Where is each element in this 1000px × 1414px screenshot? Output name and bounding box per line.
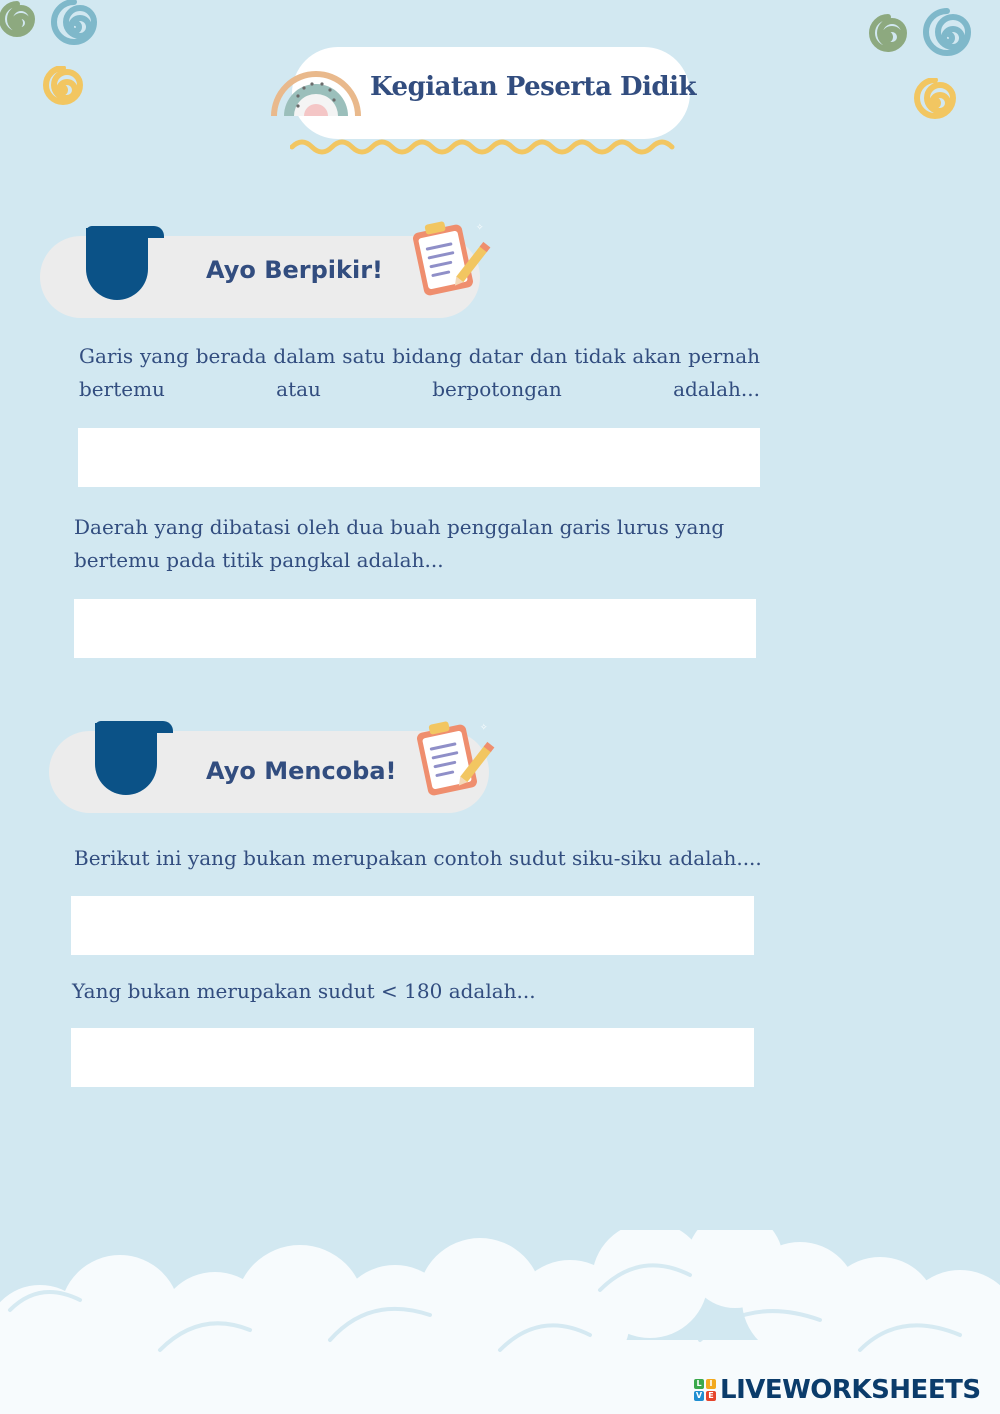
swirl-yellow-top-left-icon [36, 66, 88, 114]
swirl-blue-top-right-icon [916, 6, 980, 70]
liveworksheets-logo[interactable] [694, 1374, 981, 1406]
question-4-text: Yang bukan merupakan sudut < 180 adalah... [72, 979, 536, 1003]
banner-tab-fold [95, 721, 173, 733]
answer-2-input[interactable] [74, 599, 756, 658]
page-title: Kegiatan Peserta Didik [370, 72, 696, 102]
rainbow-icon [268, 40, 364, 120]
banner-tab-marker [86, 228, 148, 300]
swirl-yellow-top-right-icon [906, 78, 964, 128]
wavy-underline-icon [290, 135, 682, 159]
section-title-mencoba: Ayo Mencoba! [206, 757, 397, 785]
answer-4-input[interactable] [71, 1028, 754, 1087]
answer-1-input[interactable] [78, 428, 760, 487]
clipboard-pencil-icon [410, 218, 492, 300]
answer-3-input[interactable] [71, 896, 754, 955]
brand-name: LIVEWORKSHEETS [720, 1375, 981, 1405]
question-1-text: Garis yang berada dalam satu bidang datar dan tidak akan pernah bertemu atau berpotongan adalah... [79, 344, 760, 401]
svg-text:✧: ✧ [476, 223, 484, 233]
section-title-berpikir: Ayo Berpikir! [206, 256, 383, 284]
clipboard-pencil-icon [414, 718, 496, 800]
swirl-green-top-left-icon [0, 0, 40, 46]
question-2-text: Daerah yang dibatasi oleh dua buah penggalan garis lurus yang bertemu pada titik pangkal adalah... [74, 515, 725, 572]
svg-text:✧: ✧ [480, 723, 488, 733]
banner-tab-marker [95, 723, 157, 795]
swirl-green-top-right-icon [862, 14, 912, 60]
swirl-blue-top-left-icon [44, 0, 106, 58]
banner-tab-fold [86, 226, 164, 238]
question-3-text: Berikut ini yang bukan merupakan contoh sudut siku-siku adalah.... [74, 846, 762, 870]
liveworksheets-icon: L I V E [694, 1379, 716, 1401]
